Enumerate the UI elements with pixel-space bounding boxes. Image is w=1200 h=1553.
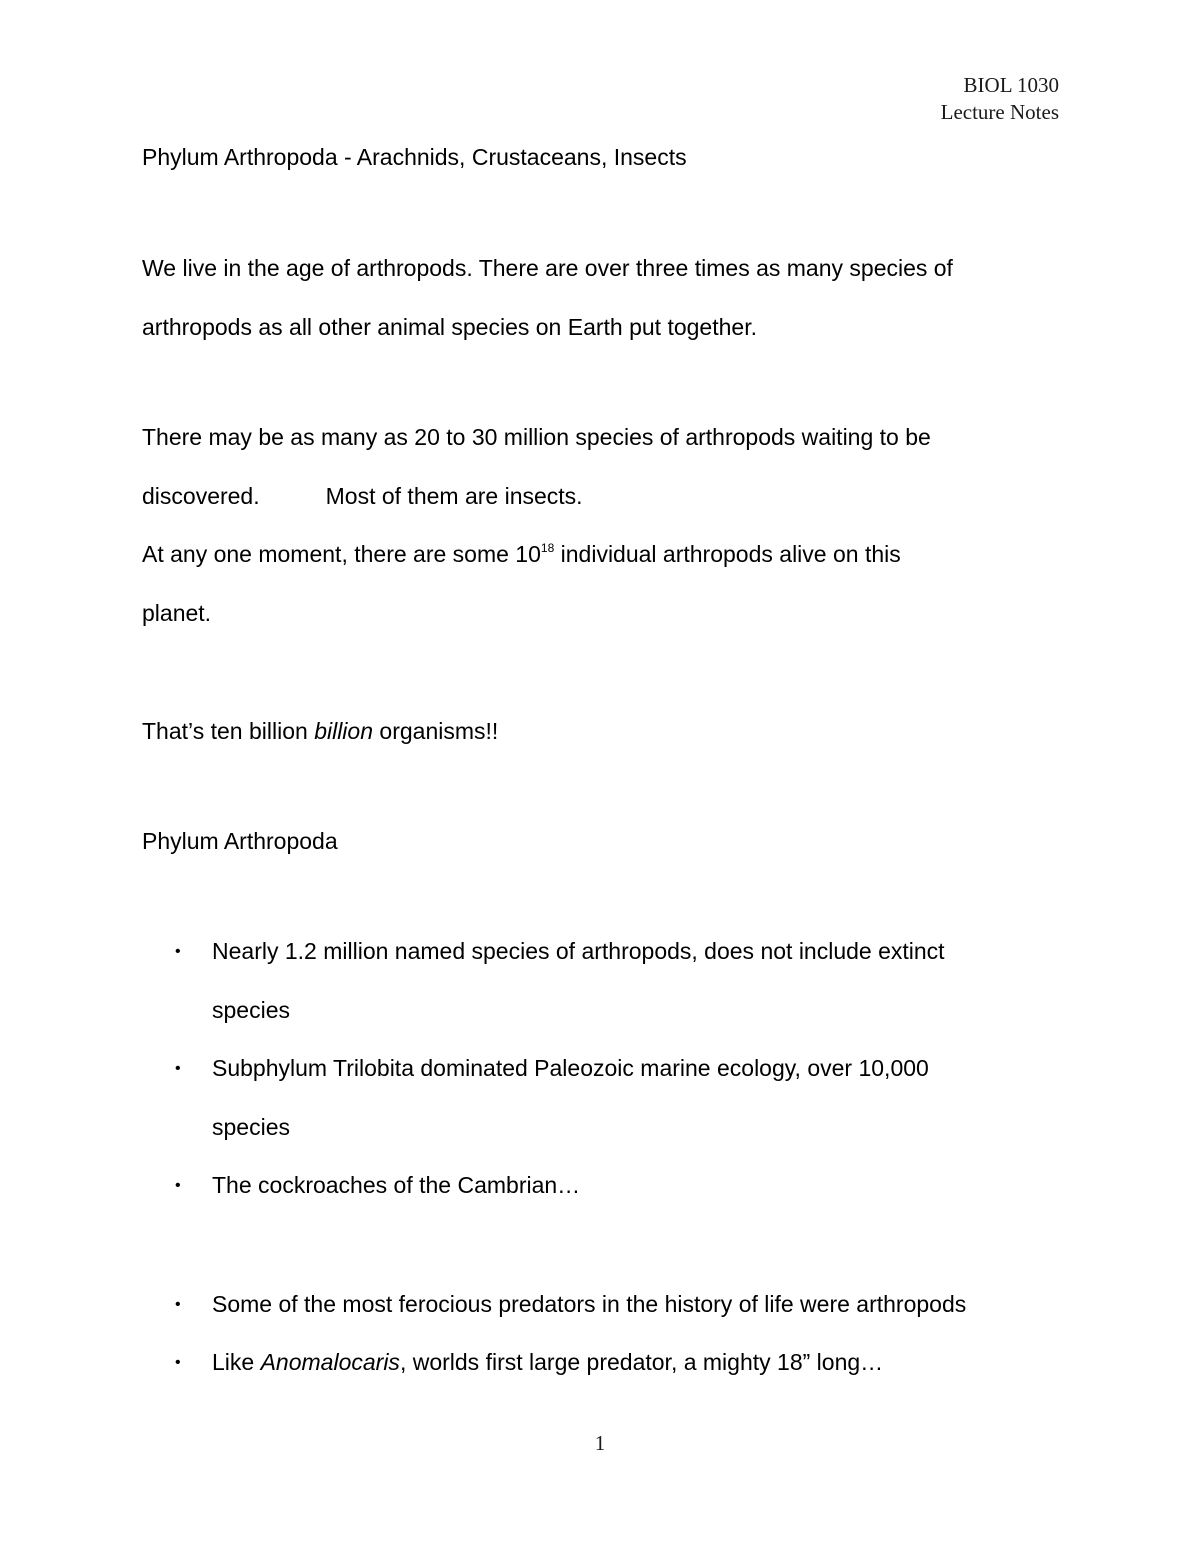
paragraph-1-line-2: arthropods as all other animal species on Earth put together. (142, 314, 757, 340)
paragraph-2-line-2 (142, 483, 583, 510)
bullet-5-segment-b: , worlds first large predator, a mighty 18” long… (399, 1349, 884, 1375)
exponent: 18 (540, 541, 555, 555)
bullet-3: The cockroaches of the Cambrian… (212, 1172, 581, 1198)
emphasis-anomalocaris: Anomalocaris (260, 1349, 400, 1375)
bullet-1-line-2: species (212, 997, 290, 1023)
emphasis-billion: billion (314, 718, 374, 744)
page-number: 1 (594, 1431, 606, 1455)
paragraph-3-line-1 (142, 541, 901, 568)
bullet-5 (212, 1349, 883, 1376)
course-code: BIOL 1030 (963, 73, 1059, 97)
bullet-marker: • (175, 1354, 181, 1371)
page-header (941, 72, 1059, 126)
paragraph-3-segment-a: At any one moment, there are some 10 (142, 541, 541, 567)
paragraph-3-line-2: planet. (142, 600, 212, 626)
bullet-5-segment-a: Like (212, 1349, 261, 1375)
paragraph-4-segment-a: That’s ten billion (142, 718, 315, 744)
bullet-marker: • (175, 1177, 181, 1194)
bullet-4: Some of the most ferocious predators in the history of life were arthropods (212, 1291, 967, 1317)
paragraph-2-segment-a: discovered. (142, 483, 260, 509)
bullet-marker: • (175, 1296, 181, 1313)
paragraph-1-line-1: We live in the age of arthropods. There are over three times as many species of (142, 255, 953, 281)
document-type: Lecture Notes (940, 100, 1059, 124)
document-title: Phylum Arthropoda - Arachnids, Crustaceans, Insects (142, 144, 687, 170)
paragraph-2-segment-b: Most of them are insects. (325, 483, 583, 509)
paragraph-3-segment-b: individual arthropods alive on this (554, 541, 901, 567)
bullet-marker: • (175, 943, 181, 960)
paragraph-2-line-1: There may be as many as 20 to 30 million species of arthropods waiting to be (142, 424, 931, 450)
section-heading: Phylum Arthropoda (142, 828, 338, 854)
bullet-2-line-2: species (212, 1114, 290, 1140)
paragraph-4-segment-b: organisms!! (373, 718, 499, 744)
bullet-marker: • (175, 1060, 181, 1077)
bullet-1-line-1: Nearly 1.2 million named species of arthropods, does not include extinct (212, 938, 945, 964)
bullet-2-line-1: Subphylum Trilobita dominated Paleozoic marine ecology, over 10,000 (212, 1055, 929, 1081)
paragraph-4 (142, 718, 498, 745)
